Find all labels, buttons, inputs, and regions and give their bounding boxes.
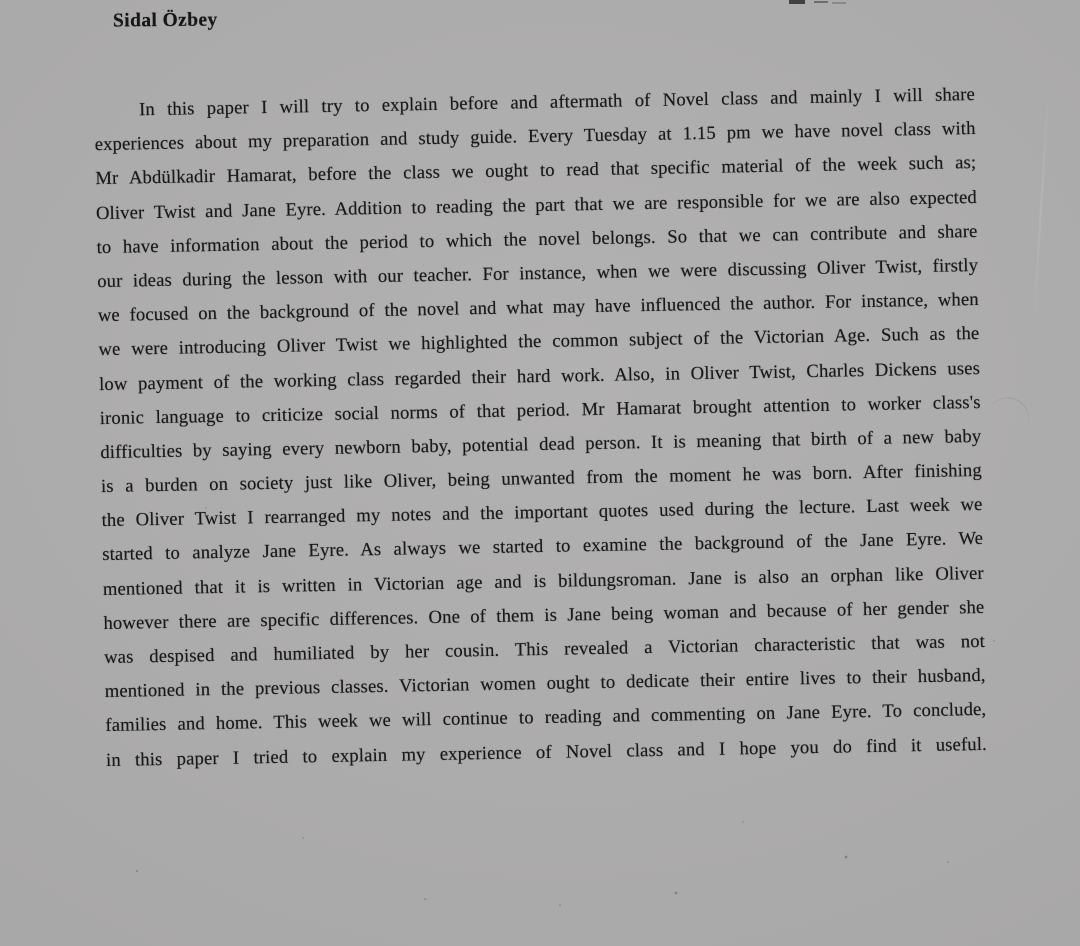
essay-line: started to analyze Jane Eyre. As always we started to examine the background of the Jane Eyre. We [102,528,984,566]
paper-crease-mark [1033,88,1050,328]
essay-line: was despised and humiliated by her cousin. This revealed a Victorian characteristic that was not [103,630,986,669]
essay-line: ironic language to criticize social norms of that period. Mr Hamarat brought attention to worker class's [99,391,981,429]
essay-line: we focused on the background of the novel and what may have influenced the author. For instance, when [97,289,979,327]
cropped-text-remnant [789,0,805,4]
essay-line: in this paper I tried to explain my experience of Novel class and I hope you do find it useful. [105,733,988,771]
essay-line: is a burden on society just like Oliver, being unwanted from the moment he was born. After finishing [100,459,983,498]
essay-line: low payment of the working class regarded their hard work. Also, in Oliver Twist, Charles Dickens uses [98,357,981,395]
essay-line: mentioned that it is written in Victorian age and is bildungsroman. Jane is also an orphan like Oliver [102,562,984,600]
essay-line: mentioned in the previous classes. Victorian women ought to dedicate their entire lives to their husband, [104,665,986,703]
essay-line: In this paper I will try to explain before and aftermath of Novel class and mainly I will share [138,83,976,121]
essay-line: we were introducing Oliver Twist we highlighted the common subject of the Victorian Age. Such as the [98,323,980,361]
paper-scratch-mark [984,390,1037,433]
essay-line: however there are specific differences. One of them is Jane being woman and because of her gender she [103,596,985,634]
essay-line: to have information about the period to which the novel belongs. So that we can contribute and share [96,220,978,258]
essay-line: experiences about my preparation and study guide. Every Tuesday at 1.15 pm we have novel class with [94,118,976,156]
essay-line: difficulties by saying every newborn baby, potential dead person. It is meaning that birth of a new baby [100,425,982,463]
essay-paragraph [94,78,987,778]
essay-line: the Oliver Twist I rearranged my notes and the important quotes used during the lecture. Last week we [101,494,983,532]
essay-line: our ideas during the lesson with our teacher. For instance, when we were discussing Oliver Twist, firstly [97,254,979,293]
author-name: Sidal Özbey [112,9,218,32]
essay-line: families and home. This week we will continue to reading and commenting on Jane Eyre. To conclude, [105,699,987,737]
essay-line: Mr Abdülkadir Hamarat, before the class we ought to read that specific material of the week such as; [95,152,977,190]
essay-line: Oliver Twist and Jane Eyre. Addition to reading the part that we are responsible for we are also expected [95,186,978,224]
